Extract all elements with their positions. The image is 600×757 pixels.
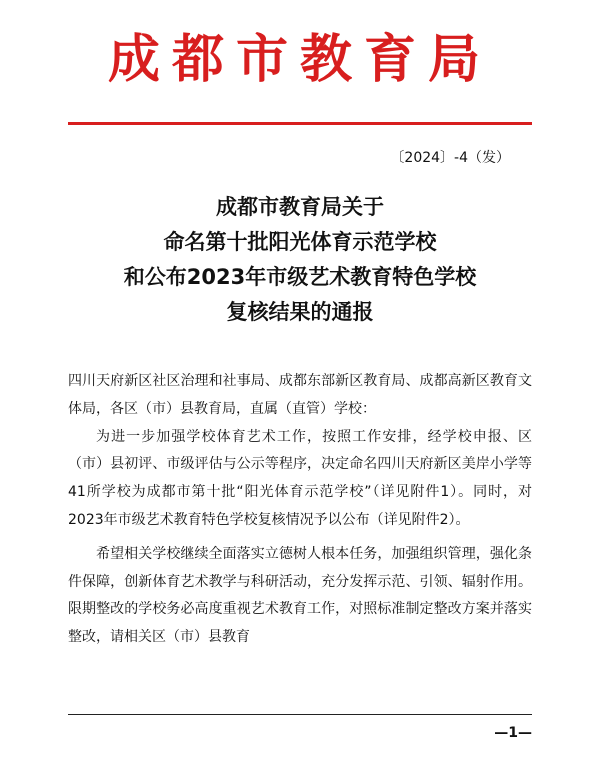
title-line: 成都市教育局关于 [216,195,384,219]
title-line: 和公布2023年市级艺术教育特色学校 [123,265,477,289]
addressee-paragraph: 四川天府新区社区治理和社事局、成都东部新区教育局、成都高新区教育文体局，各区（市）县教育局，直属（直管）学校： [68,373,532,417]
body-paragraph: 为进一步加强学校体育艺术工作，按照工作安排，经学校申报、区（市）县初评、市级评估与公示等程序，决定命名四川天府新区美岸小学等41所学校为成都市第十批“阳光体育示范学校”（详见附件1）。同时，对2023年市级艺术教育特色学校复核情况予以公布（详见附件2）。 [68,428,532,528]
title-line: 命名第十批阳光体育示范学校 [163,230,437,254]
issuer-header: 成都市教育局 [107,29,492,90]
footer-separator-line [68,714,532,715]
title-line: 复核结果的通报 [226,300,374,324]
document-body [68,368,532,652]
body-paragraph: 希望相关学校继续全面落实立德树人根本任务，加强组织管理，强化条件保障，创新体育艺术教学与科研活动，充分发挥示范、引领、辐射作用。限期整改的学校务必高度重视艺术教育工作，对照标准制定整改方案并落实整改，请相关区（市）县教育 [68,545,532,646]
red-separator-line [68,122,532,125]
page-number: —1— [494,725,532,741]
document-title [0,190,600,330]
document-number: 〔2024〕-4（发） [390,150,510,166]
